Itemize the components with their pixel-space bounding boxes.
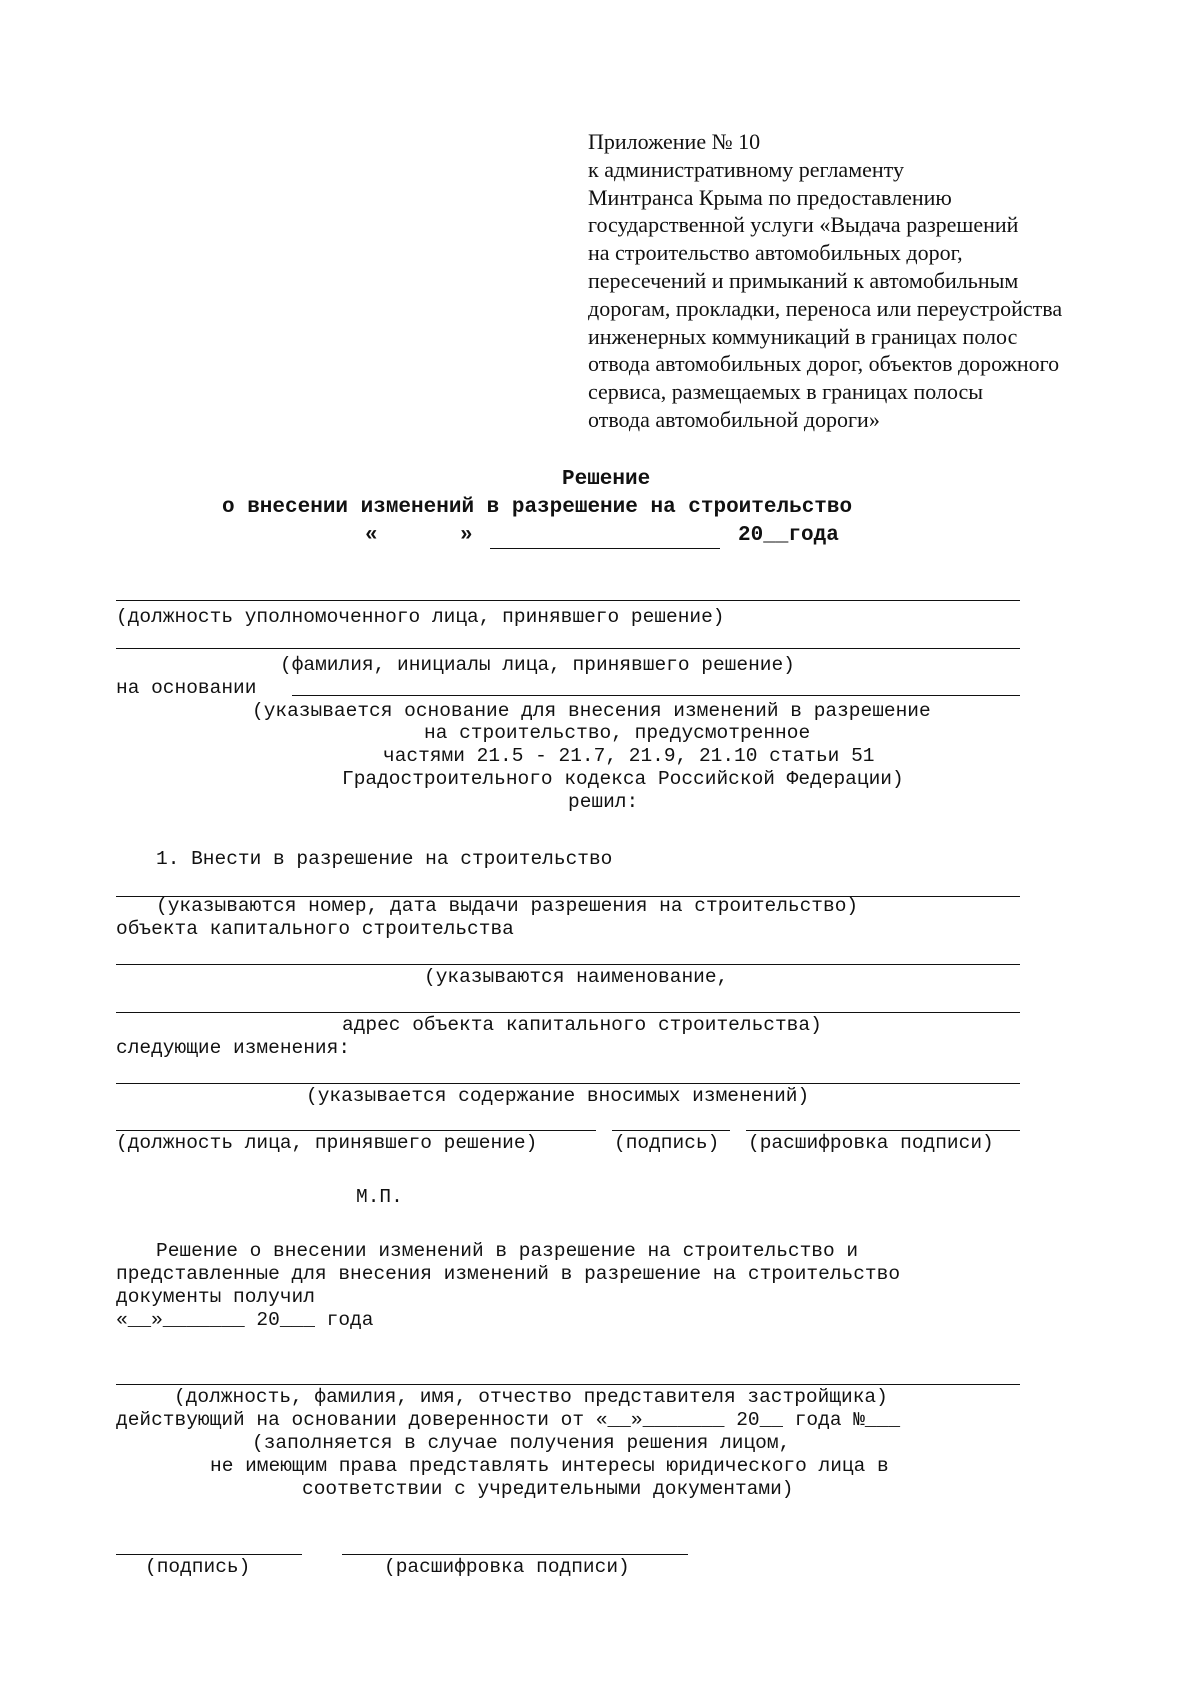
- date-year: 20__года: [738, 524, 839, 547]
- changes-label: следующие изменения:: [116, 1037, 351, 1059]
- appendix-header: [588, 128, 1062, 434]
- header-line: на строительство автомобильных дорог,: [588, 240, 963, 266]
- header-line: отвода автомобильной дороги»: [588, 406, 880, 432]
- changes-line: [116, 1083, 1020, 1084]
- object-label: объекта капитального строительства: [116, 918, 514, 940]
- basis-caption: Градостроительного кодекса Российской Федерации): [342, 768, 904, 790]
- header-line: государственной услуги «Выдача разрешений: [588, 212, 1019, 238]
- date-open-quote: «: [365, 524, 378, 547]
- caption-sig-signature: (подпись): [614, 1132, 720, 1154]
- caption-final-decode: (расшифровка подписи): [384, 1556, 630, 1578]
- proxy-caption: не имеющим права представлять интересы юридического лица в: [210, 1455, 889, 1477]
- basis-line: [292, 695, 1020, 696]
- received-text: представленные для внесения изменений в разрешение на строительство: [116, 1263, 901, 1285]
- basis-caption: на строительство, предусмотренное: [424, 722, 811, 744]
- caption-name: (фамилия, инициалы лица, принявшего решение): [280, 654, 795, 676]
- object-name-line: [116, 964, 1020, 965]
- basis-caption: (указывается основание для внесения изменений в разрешение: [252, 700, 931, 722]
- final-decode-line: [342, 1554, 688, 1555]
- header-line: сервиса, размещаемых в границах полосы: [588, 379, 984, 405]
- name-line: [116, 648, 1020, 649]
- caption-object-name: (указываются наименование,: [424, 966, 729, 988]
- final-signature-line: [116, 1554, 302, 1555]
- caption-sig-decode: (расшифровка подписи): [748, 1132, 994, 1154]
- caption-object-address: адрес объекта капитального строительства): [342, 1014, 822, 1036]
- header-line: отвода автомобильных дорог, объектов дорожного: [588, 351, 1060, 377]
- date-month-line: [490, 548, 720, 549]
- received-text: Решение о внесении изменений в разрешение на строительство и: [156, 1240, 859, 1262]
- representative-line: [116, 1384, 1020, 1385]
- sig-position-line: [116, 1130, 596, 1131]
- header-line: к административному регламенту: [588, 156, 904, 182]
- on-basis-label: на основании: [116, 677, 257, 699]
- header-line: Приложение № 10: [588, 129, 761, 154]
- basis-caption: частями 21.5 - 21.7, 21.9, 21.10 статьи 51: [383, 745, 875, 767]
- date-close-quote: »: [460, 524, 473, 547]
- header-line: дорогам, прокладки, переноса или переустройства: [588, 295, 1063, 321]
- caption-position: (должность уполномоченного лица, принявшего решение): [116, 606, 725, 628]
- document-subtitle: о внесении изменений в разрешение на строительство: [222, 496, 853, 519]
- stamp-place: М.П.: [356, 1186, 403, 1208]
- sig-decode-line: [746, 1130, 1020, 1131]
- proxy-line: действующий на основании доверенности от «__»_______ 20__ года №___: [116, 1409, 901, 1431]
- caption-changes: (указывается содержание вносимых изменений): [306, 1085, 810, 1107]
- position-line: [116, 600, 1020, 601]
- object-address-line: [116, 1012, 1020, 1013]
- proxy-caption: соответствии с учредительными документами): [302, 1478, 794, 1500]
- sig-signature-line: [612, 1130, 730, 1131]
- header-line: пересечений и примыканий к автомобильным: [588, 267, 1019, 293]
- caption-representative: (должность, фамилия, имя, отчество представителя застройщика): [174, 1386, 888, 1408]
- received-date: «__»_______ 20___ года: [116, 1309, 374, 1331]
- header-line: инженерных коммуникаций в границах полос: [588, 323, 1018, 349]
- document-title: Решение: [562, 468, 651, 491]
- decided-label: решил:: [568, 791, 639, 813]
- received-text: документы получил: [116, 1286, 315, 1308]
- header-line: Минтранса Крыма по предоставлению: [588, 184, 952, 210]
- item-1: 1. Внести в разрешение на строительство: [156, 848, 613, 870]
- caption-permit: (указываются номер, дата выдачи разрешения на строительство): [156, 895, 859, 917]
- caption-sig-position: (должность лица, принявшего решение): [116, 1132, 538, 1154]
- proxy-caption: (заполняется в случае получения решения лицом,: [252, 1432, 791, 1454]
- caption-final-signature: (подпись): [145, 1556, 251, 1578]
